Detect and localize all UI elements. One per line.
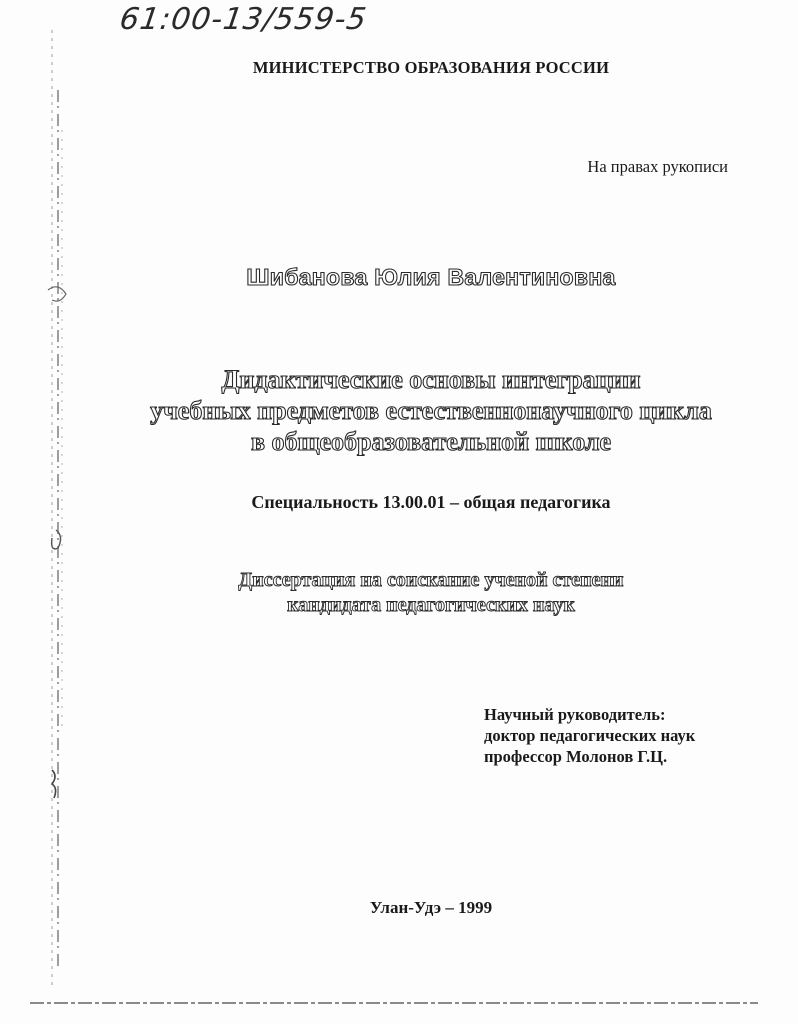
title-line: учебных предметов естественнонаучного цикла — [150, 396, 712, 425]
scan-bottom-edge — [30, 998, 758, 1008]
dissertation-title — [0, 364, 798, 457]
advisor-line: доктор педагогических наук — [484, 726, 696, 745]
title-line: в общеобразовательной школе — [251, 427, 611, 456]
advisor-line: профессор Молонов Г.Ц. — [484, 747, 668, 766]
city-year: Улан-Удэ – 1999 — [369, 898, 493, 917]
author-name: Шибанова Юлия Валентиновна — [246, 264, 616, 290]
specialty-line: Специальность 13.00.01 – общая педагогика — [251, 492, 611, 512]
handwritten-catalog-number: 61:00-13/559-5 — [117, 2, 370, 37]
degree-statement — [0, 568, 798, 618]
degree-line: Диссертация на соискание ученой степени — [238, 569, 624, 591]
degree-line: кандидата педагогических наук — [287, 594, 575, 616]
title-line: Дидактические основы интеграции — [221, 365, 641, 394]
ministry-heading: МИНИСТЕРСТВО ОБРАЗОВАНИЯ РОССИИ — [252, 58, 610, 77]
advisor-line: Научный руководитель: — [484, 705, 666, 724]
manuscript-note: На правах рукописи — [587, 157, 728, 176]
scientific-advisor — [484, 704, 695, 767]
